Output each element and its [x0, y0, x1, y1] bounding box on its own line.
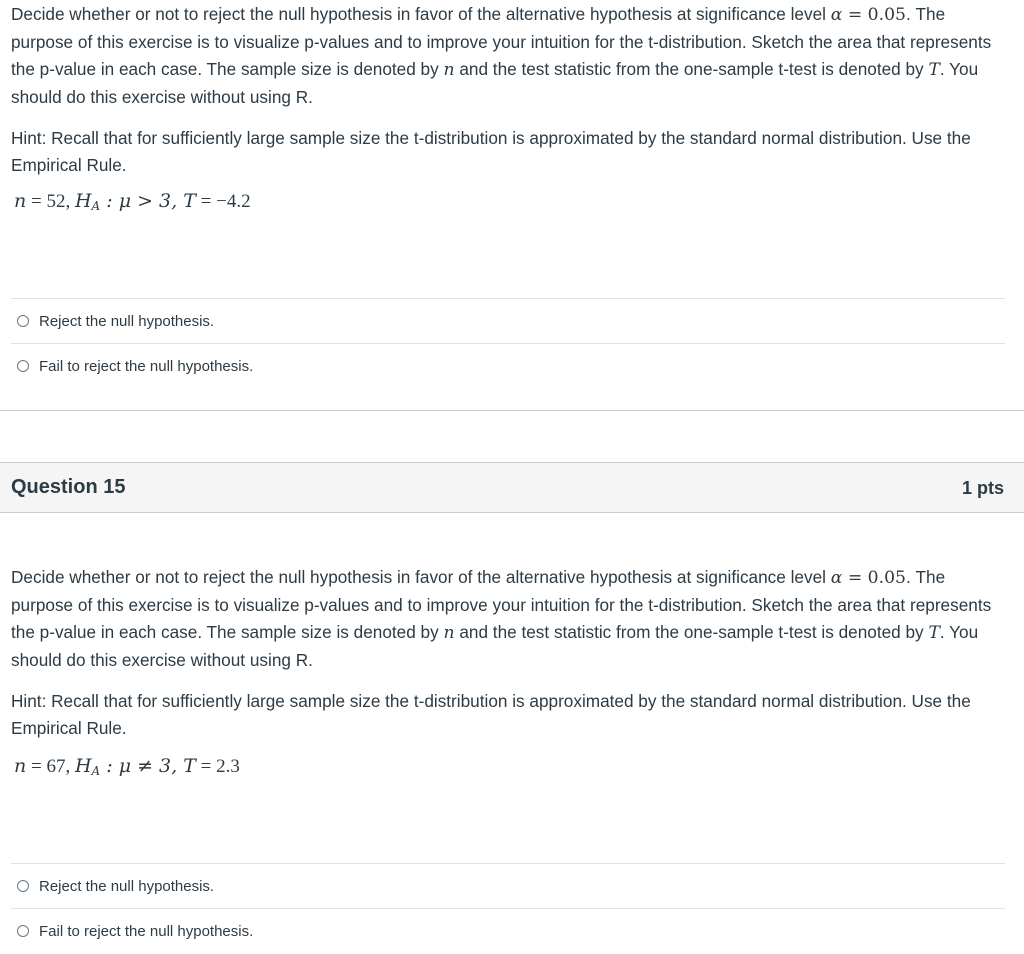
- q15-answer-reject[interactable]: [11, 863, 1005, 908]
- answer-label: Reject the null hypothesis.: [39, 312, 215, 330]
- answer-label: Reject the null hypothesis.: [39, 877, 215, 895]
- q14-formula: n = 52, $H_A$ : μ > 3, T = −4.2: [14, 190, 251, 213]
- question-divider: [0, 410, 1024, 411]
- answer-label: Fail to reject the null hypothesis.: [39, 922, 254, 940]
- radio-button[interactable]: [17, 360, 29, 372]
- q15-header: [0, 462, 1024, 513]
- q14-intro-paragraph: Decide whether or not to reject the null hypothesis in favor of the alternative hypothesis at significance level α = 0.05. The purpose of this exercise is to visualize p-values and to improve your intuition for the t-distribution. Sketch the area that represents the p-value in each case. The sample size is denoted by n and the test statistic from the one-sample t-test is denoted by T. You should do this exercise without using R.: [11, 4, 992, 107]
- q14-question-text: [11, 1, 1011, 179]
- radio-button[interactable]: [17, 925, 29, 937]
- q15-intro-paragraph: Decide whether or not to reject the null hypothesis in favor of the alternative hypothesis at significance level α = 0.05. The purpose of this exercise is to visualize p-values and to improve your intuition for the t-distribution. Sketch the area that represents the p-value in each case. The sample size is denoted by n and the test statistic from the one-sample t-test is denoted by T. You should do this exercise without using R.: [11, 567, 992, 670]
- q15-hint-paragraph: Hint: Recall that for sufficiently large sample size the t-distribution is approximated by the standard normal distribution. Use the Empirical Rule.: [11, 691, 971, 738]
- q14-hint-paragraph: Hint: Recall that for sufficiently large sample size the t-distribution is approximated by the standard normal distribution. Use the Empirical Rule.: [11, 128, 971, 175]
- q15-points: 1 pts: [961, 478, 1004, 498]
- q14-answer-list: [11, 298, 1005, 388]
- q15-formula: n = 67, $H_A$ : μ ≠ 3, T = 2.3: [14, 755, 240, 778]
- q14-answer-reject[interactable]: [11, 298, 1005, 343]
- radio-button[interactable]: [17, 315, 29, 327]
- q14-answer-fail-to-reject[interactable]: [11, 343, 1005, 388]
- q15-answer-fail-to-reject[interactable]: [11, 908, 1005, 953]
- radio-button[interactable]: [17, 880, 29, 892]
- q15-question-text: [11, 564, 1011, 742]
- q15-answer-list: [11, 863, 1005, 953]
- answer-label: Fail to reject the null hypothesis.: [39, 357, 254, 375]
- q15-title: Question 15: [11, 476, 126, 498]
